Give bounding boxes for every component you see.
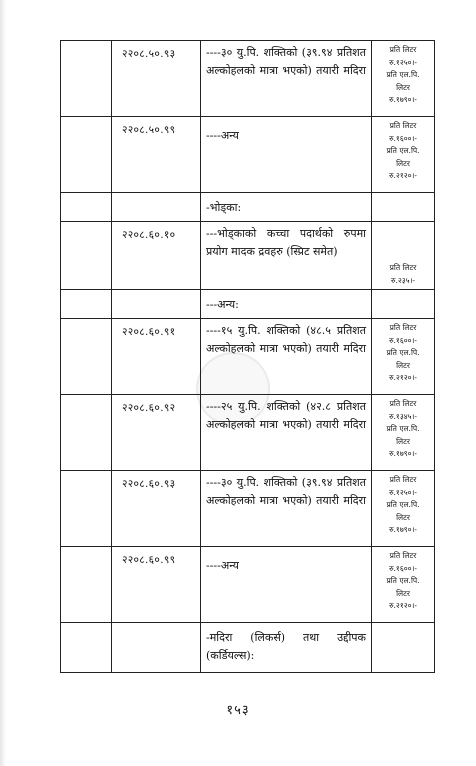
rate-line: लिटर: [396, 360, 410, 370]
rate-cell: [372, 395, 435, 471]
rate-line: रु.१२५०।-: [389, 487, 417, 497]
rate-cell: [372, 623, 435, 673]
rate-line: रु.१६००।-: [389, 335, 417, 345]
heading-cell: [61, 471, 112, 547]
rate-cell: [372, 222, 435, 290]
rate-cell: [372, 290, 435, 319]
rate-cell: [372, 319, 435, 395]
rate-line: प्रति एल.पि.: [386, 348, 420, 357]
description-cell: ----३० यु.पि. शक्तिको (३९.९४ प्रतिशत अल्कोहलको मात्रा भएको) तयारी मदिरा: [201, 471, 372, 547]
table-row: [61, 547, 435, 623]
table-row: [61, 41, 435, 117]
description-cell: ---अन्य:: [201, 290, 372, 319]
description-cell: ----१५ यु.पि. शक्तिको (४८.५ प्रतिशत अल्कोहलको मात्रा भएको) तयारी मदिरा: [201, 319, 372, 395]
rate-cell: [372, 471, 435, 547]
heading-cell: [61, 623, 112, 673]
rate-line: रु.१६००।-: [389, 563, 417, 573]
description-cell: ---भोड्काको कच्चा पदार्थको रुपमा प्रयोग मादक द्रवहरु (स्प्रिट समेत): [201, 222, 372, 290]
heading-cell: [61, 117, 112, 193]
rate-line: रु.१३४५।-: [389, 411, 417, 421]
rate-line: रु.१७९०।-: [389, 95, 417, 104]
description-cell: -भोड्का:: [201, 193, 372, 222]
rate-line: प्रति लिटर: [389, 551, 417, 560]
rate-line: प्रति एल.पि.: [386, 146, 420, 155]
rate-line: लिटर: [396, 588, 410, 598]
code-cell: [112, 290, 201, 319]
heading-cell: [61, 319, 112, 395]
table-row: [61, 395, 435, 471]
code-cell: २२०८.६०.९२: [112, 395, 201, 471]
rate-line: रु.१६००।-: [389, 133, 417, 143]
table-row: [61, 222, 435, 290]
table-row: [61, 623, 435, 673]
code-cell: [112, 623, 201, 673]
description-cell: ----अन्य: [201, 547, 372, 623]
page-number: १५३: [226, 703, 250, 718]
rate-line: प्रति लिटर: [389, 399, 417, 408]
rate-line: रु.२१२०।-: [389, 171, 417, 180]
rate-line: लिटर: [396, 158, 410, 168]
heading-cell: [61, 222, 112, 290]
rate-line: प्रति लिटर: [389, 475, 417, 484]
heading-cell: [61, 395, 112, 471]
rate-line: लिटर: [396, 512, 410, 522]
rate-line: प्रति लिटर: [389, 45, 417, 54]
description-cell: ----३० यु.पि. शक्तिको (३९.९४ प्रतिशत अल्कोहलको मात्रा भएको) तयारी मदिरा: [201, 41, 372, 117]
code-cell: २२०८.५०.९३: [112, 41, 201, 117]
description-cell: ----अन्य: [201, 117, 372, 193]
rate-line: लिटर: [396, 436, 410, 446]
rate-line: रु.२३५।-: [391, 275, 415, 285]
rate-cell: [372, 41, 435, 117]
page-shadow: [0, 0, 6, 766]
code-cell: २२०८.६०.९३: [112, 471, 201, 547]
description-cell: -मदिरा (लिकर्स) तथा उद्दीपक (कर्डियल्स):: [201, 623, 372, 673]
heading-cell: [61, 193, 112, 222]
code-cell: २२०८.६०.९१: [112, 319, 201, 395]
rate-cell: [372, 117, 435, 193]
rate-line: लिटर: [396, 82, 410, 92]
rate-line: प्रति एल.पि.: [386, 500, 420, 509]
table-row: [61, 193, 435, 222]
tariff-table: [60, 40, 435, 673]
table-row: [61, 117, 435, 193]
code-cell: २२०८.६०.१०: [112, 222, 201, 290]
table-row: [61, 319, 435, 395]
rate-line: प्रति एल.पि.: [386, 424, 420, 433]
table-row: [61, 290, 435, 319]
rate-line: रु.१२५०।-: [389, 57, 417, 67]
code-cell: [112, 193, 201, 222]
rate-line: रु.२१२०।-: [389, 373, 417, 382]
rate-line: प्रति लिटर: [389, 263, 417, 272]
rate-cell: [372, 547, 435, 623]
heading-cell: [61, 290, 112, 319]
code-cell: २२०८.६०.९९: [112, 547, 201, 623]
heading-cell: [61, 547, 112, 623]
rate-line: प्रति एल.पि.: [386, 70, 420, 79]
rate-line: रु.१७९०।-: [389, 449, 417, 458]
description-cell: ----२५ यु.पि. शक्तिको (४२.८ प्रतिशत अल्कोहलको मात्रा भएको) तयारी मदिरा: [201, 395, 372, 471]
rate-line: प्रति लिटर: [389, 323, 417, 332]
rate-cell: [372, 193, 435, 222]
code-cell: २२०८.५०.९९: [112, 117, 201, 193]
table-row: [61, 471, 435, 547]
rate-line: रु.१७९०।-: [389, 525, 417, 534]
rate-line: प्रति एल.पि.: [386, 576, 420, 585]
rate-line: रु.२१२०।-: [389, 601, 417, 610]
heading-cell: [61, 41, 112, 117]
rate-line: प्रति लिटर: [389, 121, 417, 130]
